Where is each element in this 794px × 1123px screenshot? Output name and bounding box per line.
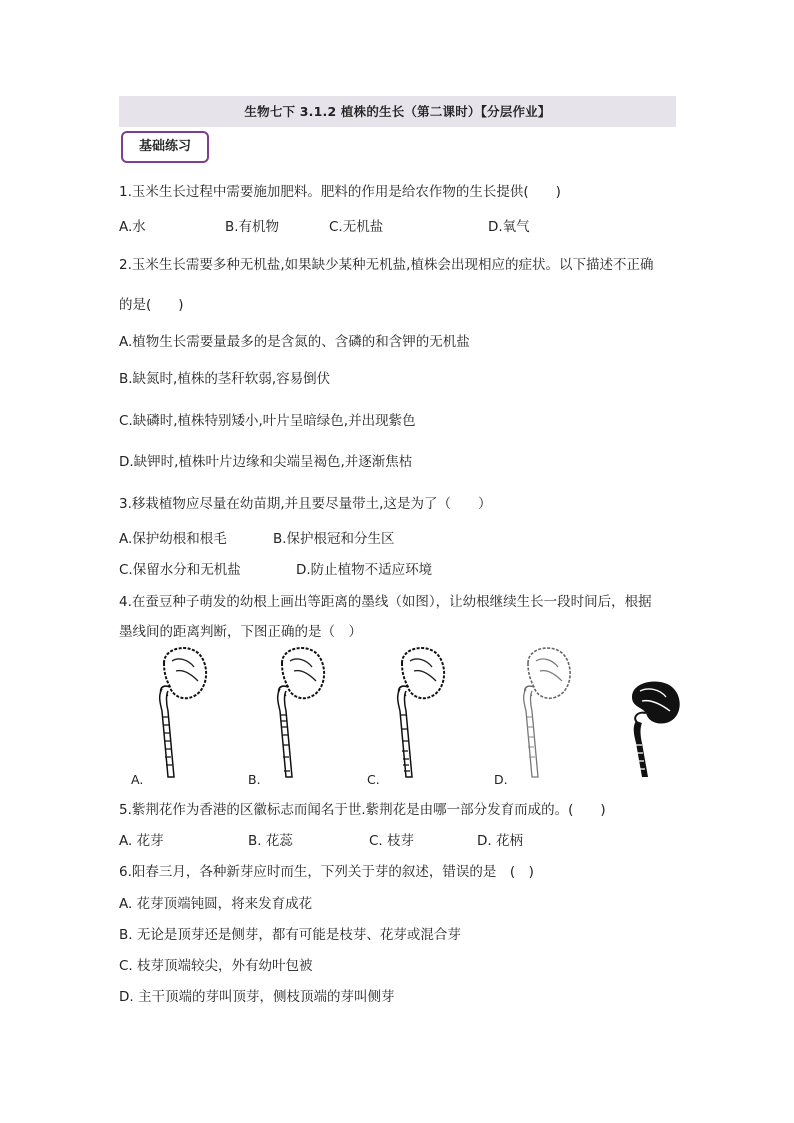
question-4-stem-line1: 4.在蚕豆种子萌发的幼根上画出等距离的墨线（如图），让幼根继续生长一段时间后，根据 [119,594,652,610]
question-1-option-b: B.有机物 [225,219,280,235]
question-6-option-a: A. 花芽顶端钝圆，将来发育成花 [119,896,313,912]
question-3-option-b: B.保护根冠和分生区 [273,531,395,547]
question-5-option-a: A. 花芽 [119,833,164,849]
figure-label-a: A. [131,772,144,787]
figure-label-b: B. [248,772,261,787]
question-1-option-d: D.氧气 [488,219,530,235]
question-2-option-c: C.缺磷时,植株特别矮小,叶片呈暗绿色,并出现紫色 [119,413,416,429]
question-2-stem-line2: 的是( ) [119,297,184,313]
question-6-option-c: C. 枝芽顶端较尖，外有幼叶包被 [119,958,313,974]
seedling-figure-a [128,645,218,785]
question-6-option-d: D. 主干顶端的芽叫顶芽，侧枝顶端的芽叫侧芽 [119,989,395,1005]
question-2-stem-line1: 2.玉米生长需要多种无机盐,如果缺少某种无机盐,植株会出现相应的症状。以下描述不正确 [119,257,654,273]
question-3-option-c: C.保留水分和无机盐 [119,562,241,578]
question-2-option-b: B.缺氮时,植株的茎秆软弱,容易倒伏 [119,371,331,387]
question-5-option-d: D. 花柄 [477,833,523,849]
question-1-option-c: C.无机盐 [329,219,384,235]
figure-label-d: D. [494,772,508,787]
question-2-option-a: A.植物生长需要量最多的是含氮的、含磷的和含钾的无机盐 [119,334,470,350]
seedling-figure-d [492,645,582,785]
question-6-stem: 6.阳春三月，各种新芽应时而生，下列关于芽的叙述，错误的是 ( ) [119,864,534,880]
reference-seedling-figure [612,675,692,785]
question-6-option-b: B. 无论是顶芽还是侧芽，都有可能是枝芽、花芽或混合芽 [119,927,461,943]
figure-label-c: C. [367,772,380,787]
question-4-stem-line2: 墨线间的距离判断，下图正确的是（ ） [119,624,362,640]
page-title: 生物七下 3.1.2 植株的生长（第二课时）【分层作业】 [119,96,676,127]
question-1-stem: 1.玉米生长过程中需要施加肥料。肥料的作用是给农作物的生长提供( ) [119,184,561,200]
seedling-figure-b [246,645,336,785]
question-3-stem: 3.移栽植物应尽量在幼苗期,并且要尽量带土,这是为了（ ） [119,496,492,512]
question-3-option-d: D.防止植物不适应环境 [296,562,433,578]
question-5-option-b: B. 花蕊 [248,833,293,849]
question-5-option-c: C. 枝芽 [369,833,415,849]
section-label-basic-practice: 基础练习 [121,131,209,163]
question-5-stem: 5.紫荆花作为香港的区徽标志而闻名于世.紫荆花是由哪一部分发育而成的。( ) [119,802,606,818]
question-1-option-a: A.水 [119,219,146,235]
question-3-option-a: A.保护幼根和根毛 [119,531,227,547]
seedling-figure-c [366,645,456,785]
question-2-option-d: D.缺钾时,植株叶片边缘和尖端呈褐色,并逐渐焦枯 [119,454,413,470]
